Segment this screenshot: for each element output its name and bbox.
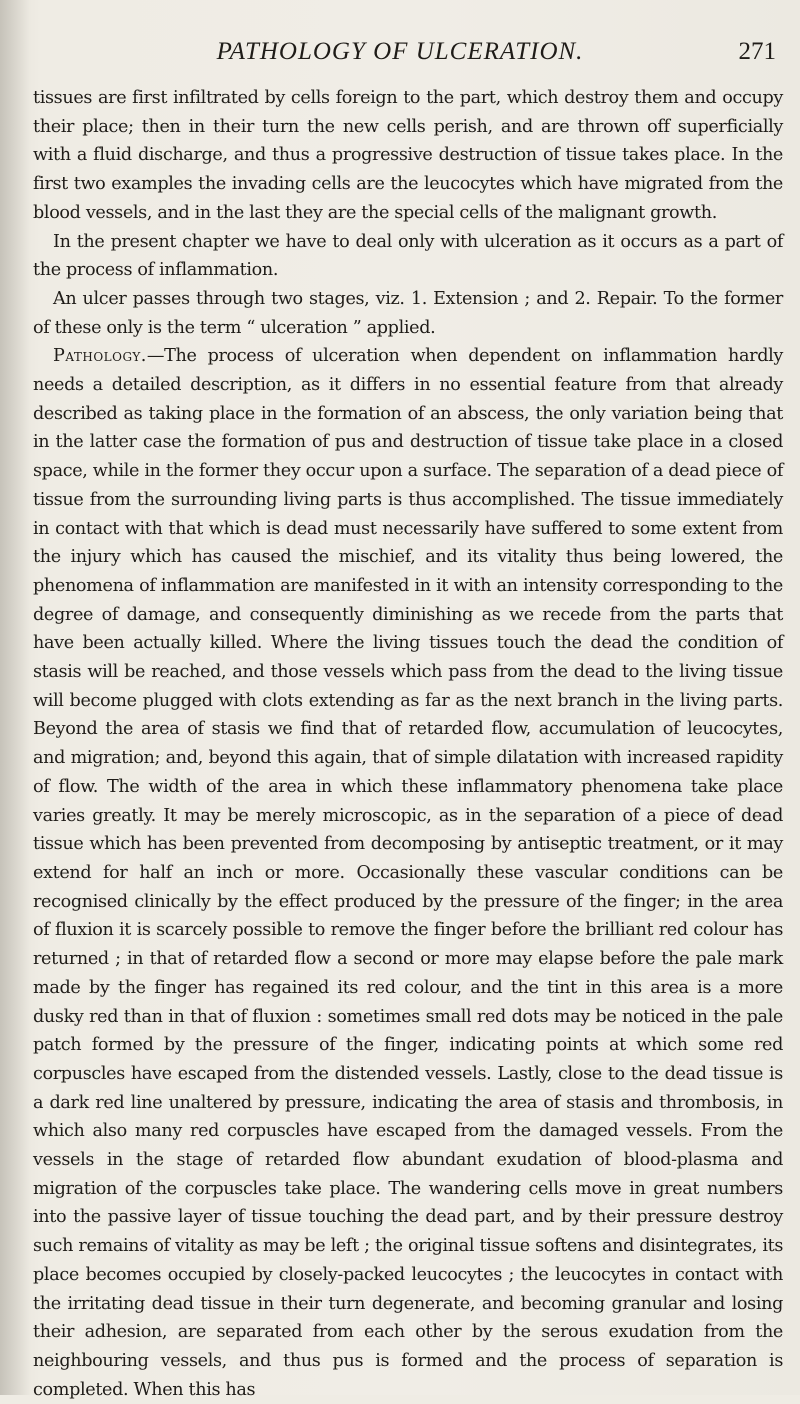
running-head (0, 36, 800, 76)
paragraph-ulcer-stages (33, 285, 783, 342)
body-text (33, 84, 783, 1404)
page-number: 271 (738, 38, 776, 65)
paragraph-text: —The process of ulceration when dependent on inflammation hardly needs a detailed description, as it differs in no essential feature from that already described as taking place in the formation of an abscess, the only variation being that in the latter case the formation of pus and destruction of tissue take place in a closed space, while in the former they occur upon a surface. The separation of a dead piece of tissue from the surrounding living parts is thus accomplished. The tissue immediately in contact with that which is dead must necessarily have suffered to some extent from the injury which has caused the mischief, and its vitality thus being lowered, the phenomena of inflammation are manifested in it with an intensity corresponding to the degree of damage, and consequently diminishing as we recede from the parts that have been actually killed. Where the living tissues touch the dead the condition of stasis will be reached, and those vessels which pass from the dead to the living tissue will become plugged with clots extending as far as the next branch in the living parts. Beyond the area of stasis we find that of retarded flow, accumulation of leucocytes, and migration; and, beyond this again, that of simple dilatation with increased rapidity of flow. The width of the area in which these inflammatory phenomena take place varies greatly. It may be merely microscopic, as in the separation of a piece of dead tissue which has been prevented from decomposing by antiseptic treatment, or it may extend for half an inch or more. Occasionally these vascular conditions can be recognised clinically by the effect produced by the pressure of the finger; in the area of fluxion it is scarcely possible to remove the finger before the brilliant red colour has returned ; in that of retarded flow a second or more may elapse before the pale mark made by the finger has regained its red colour, and the tint in this area is a more dusky red than in that of fluxion : sometimes small red dots may be noticed in the pale patch formed by the pressure of the finger, indicating points at which some red corpuscles have escaped from the distended vessels. Lastly, close to the dead tissue is a dark red line unaltered by pressure, indicating the area of stasis and thrombosis, in which also many red corpuscles have escaped from the damaged vessels. From the vessels in the stage of retarded flow abundant exudation of blood-plasma and migration of the corpuscles take place. The wandering cells move in great numbers into the passive layer of tissue touching the dead part, and by their pressure destroy such remains of vitality as may be left ; the original tissue softens and disintegrates, its place becomes occupied by closely-packed leucocytes ; the leucocytes in contact with the irritating dead tissue in their turn degenerate, and becoming granular and losing their adhesion, are separated from each other by the serous exudation from the neighbouring vessels, and thus pus is formed and the process of separation is completed. When this has (33, 346, 783, 1400)
paragraph-text: In the present chapter we have to deal only with ulceration as it occurs as a part of the process of inflammation. (33, 231, 783, 281)
binding-shadow (0, 0, 30, 1395)
paragraph-pathology (33, 342, 783, 1404)
running-title: PATHOLOGY OF ULCERATION. (216, 38, 584, 65)
section-lead-pathology: Pathology. (53, 346, 147, 367)
paragraph-continuation (33, 84, 783, 228)
paragraph-text: tissues are first infiltrated by cells foreign to the part, which destroy them and occupy their place; then in their turn the new cells perish, and are thrown off superficially with a fluid discharge, and thus a progressive destruction of tissue takes place. In the first two examples the invading cells are the leucocytes which have migrated from the blood vessels, and in the last they are the special cells of the malignant growth. (33, 88, 783, 223)
paragraph-text: An ulcer passes through two stages, viz. 1. Extension ; and 2. Repair. To the former of these only is the term “ ulceration ” applied. (33, 288, 783, 338)
paragraph-chapter-scope (33, 228, 783, 285)
